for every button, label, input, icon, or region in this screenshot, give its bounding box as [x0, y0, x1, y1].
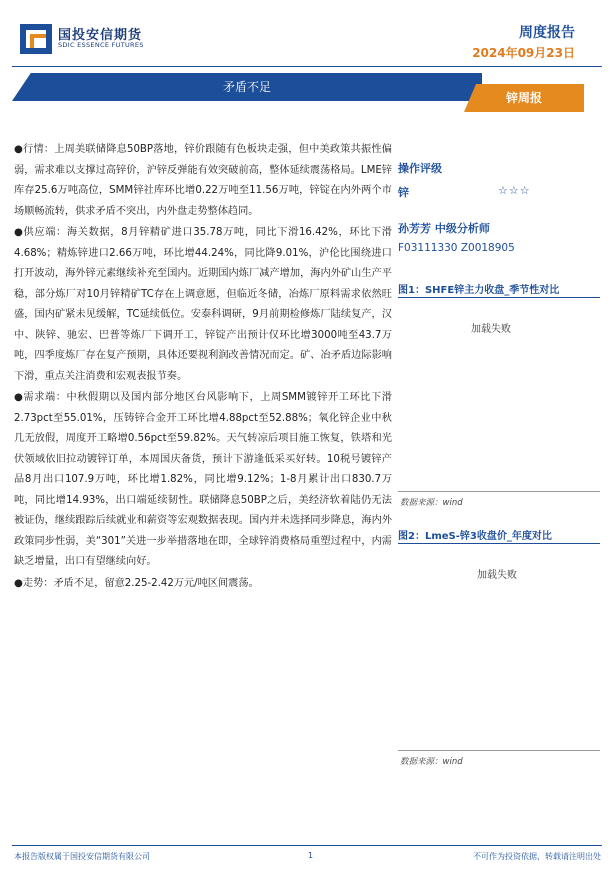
trend-paragraph: ●走势：矛盾不足，留意2.25-2.42万元/吨区间震荡。 [14, 577, 259, 589]
logo-english-name: SDIC ESSENCE FUTURES [58, 41, 144, 49]
analyst-name: 孙芳芳 中级分析师 [398, 222, 490, 235]
report-body [14, 140, 392, 595]
figure-1-title-rule [398, 297, 600, 298]
analyst-license: F03111330 Z0018905 [398, 242, 515, 254]
rating-stars-icon: ☆☆☆ [498, 184, 531, 197]
footer-disclaimer: 不可作为投资依据，转载请注明出处 [473, 852, 601, 861]
logo-chinese-name: 国投安信期货 [58, 28, 143, 43]
figure-2-title: 图2：LmeS-锌3收盘价_年度对比 [398, 531, 552, 542]
figure-2-bottom-rule [398, 750, 600, 751]
page-number: 1 [308, 851, 314, 860]
supply-paragraph: ●供应端：海关数据，8月锌精矿进口35.78万吨，同比下滑16.42%，环比下滑4.68%；精炼锌进口2.66万吨，环比增44.24%，同比降9.01%，沪伦比围绕进口打开波动，海外锌元素继续补充至国内。近期国内炼厂减产增加，海内外矿山生产平稳，部分炼厂对10月锌精矿TC存在上调意愿，但临近冬储，冶炼厂原料需求依然旺盛，国内矿紧未见缓解，TC延续低位。安泰科调研，9月前期检修炼厂陆续复产，汉中、陕锌、驰宏、巴普等炼厂下调开工，锌锭产出预计仅环比增3000吨至43.7万吨，四季度炼厂存在复产预期，具体还要视利润改善情况而定。矿、冶矛盾边际影响下滑，重点关注消费和宏观表报节奏。 [14, 227, 392, 382]
figure-1-source: 数据来源：wind [400, 498, 463, 508]
rating-block [398, 160, 598, 202]
report-type: 周度报告 [519, 25, 575, 41]
rating-label: 操作评级 [398, 162, 442, 175]
report-title: 矛盾不足 [222, 80, 271, 94]
figure-1-bottom-rule [398, 491, 600, 492]
footer-copyright: 本报告版权属于国投安信期货有限公司 [14, 852, 150, 861]
figure-2-placeholder: 加载失败 [477, 570, 517, 581]
rating-row [398, 184, 598, 202]
demand-paragraph: ●需求端：中秋假期以及国内部分地区台风影响下，上周SMM镀锌开工环比下滑2.73pct至55.01%，压铸锌合金开工环比增4.88pct至52.88%；氧化锌企业中秋几无放假，周度开工略增0.56pct至59.82%。天气转凉后项目施工恢复，铁塔和光伏领域依旧拉动镀锌订单，本周国庆备货，预计下游逢低采买好转。10税号镀锌产品8月出口107.9万吨，环比增1.82%，同比增9.12%；1-8月累计出口830.7万吨，同比增14.93%，出口端延续韧性。联储降息50BP之后，美经济软着陆仍无法被证伪，继续跟踪后续就业和薪资等宏观数据表现。国内并未选择同步降息，海内外政策同步性弱，美“301”关进一步举措落地在即，全球锌消费格局重塑过程中，内需缺乏增量，出口有望继续向好。 [14, 392, 392, 567]
figure-2-source: 数据来源：wind [400, 757, 463, 767]
rating-commodity: 锌 [398, 186, 409, 199]
header-divider [12, 66, 602, 67]
company-logo [20, 22, 220, 56]
market-paragraph: ●行情：上周美联储降息50BP落地，锌价跟随有色板块走强，但中美政策共振性偏弱，需求难以支撑过高锌价，沪锌反弹能有效突破前高，整体延续震荡格局。LME锌库存25.6万吨高位，SMM锌社库环比增0.22万吨至11.56万吨，锌锭在内外两个市场顺畅流转，供求矛盾不突出，内外盘走势整体趋同。 [14, 144, 392, 217]
figure-1-placeholder: 加载失败 [471, 324, 511, 335]
report-tag: 锌周报 [505, 91, 542, 105]
footer-divider [12, 845, 602, 846]
logo-mark-icon [20, 24, 52, 54]
figure-1-title: 图1：SHFE锌主力收盘_季节性对比 [398, 285, 560, 296]
figure-2-title-rule [398, 543, 600, 544]
report-date: 2024年09月23日 [472, 46, 575, 60]
